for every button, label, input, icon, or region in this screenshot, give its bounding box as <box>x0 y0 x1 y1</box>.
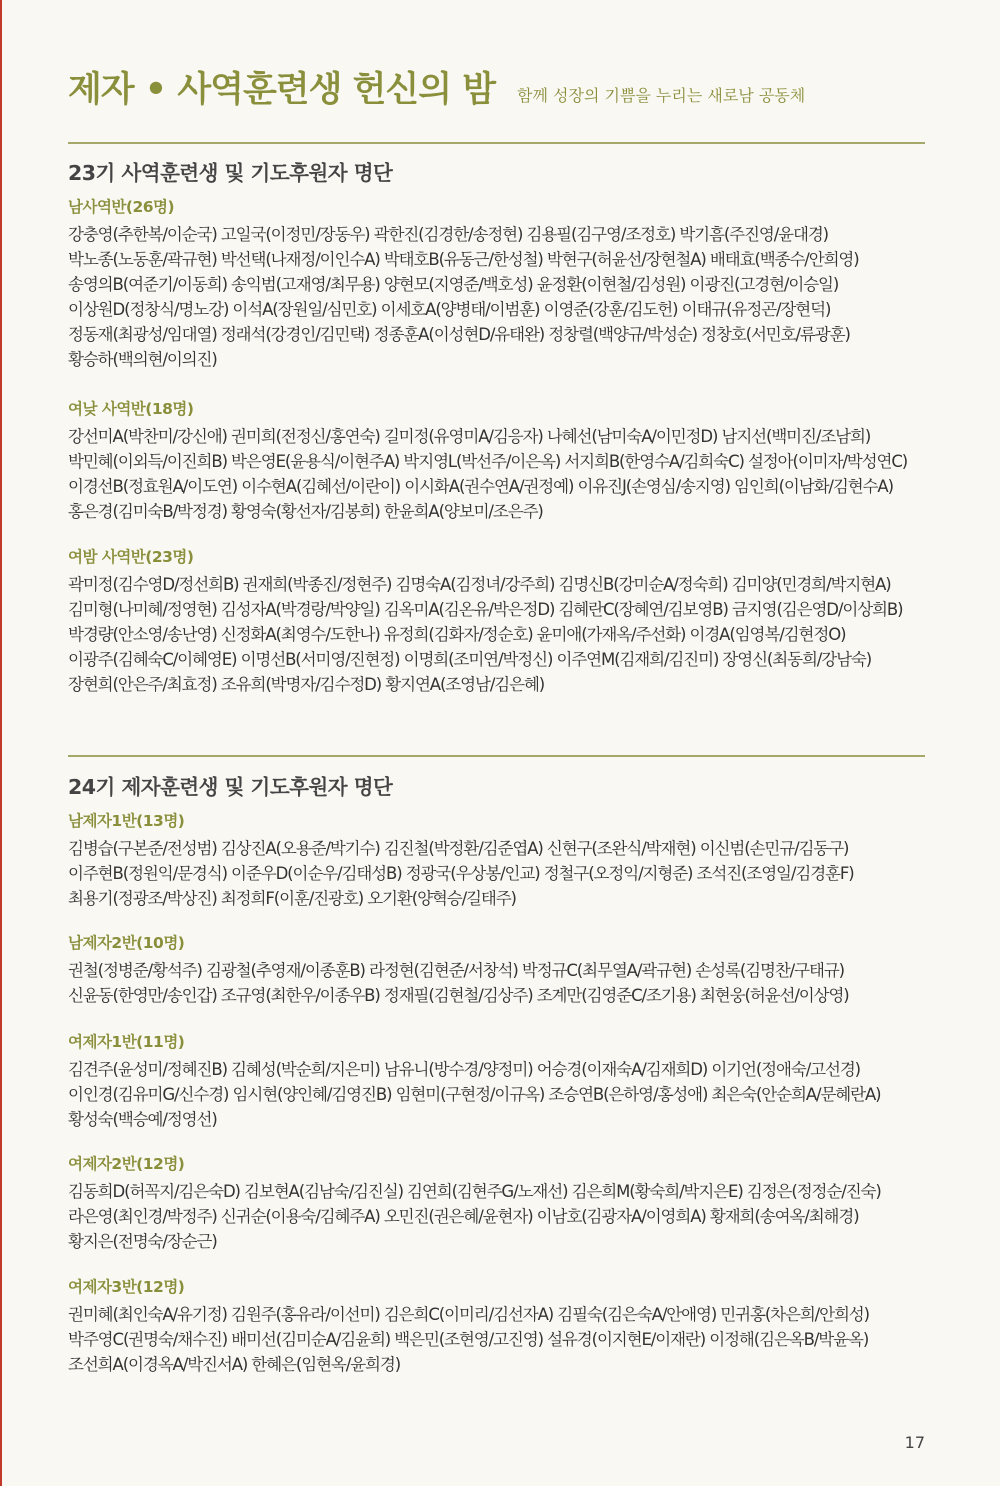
name-line: 황성숙(백승예/정영선) <box>68 1110 217 1129</box>
name-line: 박민혜(이외득/이진희B) 박은영E(윤용식/이현주A) 박지영L(박선주/이은옥) 서지희B(한영수A/김희숙C) 설정아(이미자/박성연C) <box>68 452 908 471</box>
name-list <box>68 572 925 697</box>
name-line: 이인경(김유미G/신수경) 임시현(양인혜/김영진B) 임현미(구현정/이규옥) 조승연B(은하영/홍성애) 최은숙(안순희A/문혜란A) <box>68 1085 881 1104</box>
page-edge-line <box>0 0 2 1486</box>
name-line: 박노종(노동훈/곽규현) 박선택(나재정/이인수A) 박태호B(유동근/한성철) 박현구(허윤선/장현철A) 배태효(백종수/안희영) <box>68 250 859 269</box>
section-divider <box>68 755 925 757</box>
group-title: 여밤 사역반(23명) <box>68 548 194 566</box>
name-list <box>68 424 925 524</box>
page-subtitle: 함께 성장의 기쁨을 누리는 새로남 공동체 <box>517 86 806 105</box>
group-title: 여낮 사역반(18명) <box>68 400 194 418</box>
group-male-ministry <box>68 196 925 372</box>
name-list <box>68 222 925 372</box>
name-line: 황지은(전명숙/장순근) <box>68 1232 217 1251</box>
group-title: 여제자3반(12명) <box>68 1278 185 1296</box>
name-line: 강선미A(박찬미/강신애) 권미희(전정신/홍연숙) 길미정(유영미A/김응자) 나혜선(남미숙A/이민정D) 남지선(백미진/조남희) <box>68 427 871 446</box>
name-list <box>68 836 925 911</box>
name-line: 권철(정병준/황석주) 김광철(추영재/이종훈B) 라정현(김현준/서창석) 박정규C(최무열A/곽규현) 손성록(김명찬/구태규) <box>68 961 844 980</box>
name-line: 황승하(백의현/이의진) <box>68 350 217 369</box>
section-title-24: 24기 제자훈련생 및 기도후원자 명단 <box>68 775 393 799</box>
group-title: 여제자2반(12명) <box>68 1155 185 1173</box>
group-female-disciple-2 <box>68 1153 925 1254</box>
name-line: 김미형(나미혜/정영현) 김성자A(박경랑/박양일) 김옥미A(김온유/박은정D) 김혜란C(장혜연/김보영B) 금지영(김은영D/이상희B) <box>68 600 903 619</box>
group-female-day-ministry <box>68 398 925 524</box>
group-title: 남제자2반(10명) <box>68 934 185 952</box>
name-list <box>68 1302 925 1377</box>
group-female-night-ministry <box>68 546 925 697</box>
group-title: 남제자1반(13명) <box>68 812 185 830</box>
name-list <box>68 1057 925 1132</box>
name-line: 홍은경(김미숙B/박정경) 황영숙(황선자/김봉희) 한윤희A(양보미/조은주) <box>68 502 543 521</box>
name-list <box>68 958 925 1008</box>
name-list <box>68 1179 925 1254</box>
group-title: 여제자1반(11명) <box>68 1033 185 1051</box>
name-line: 조선희A(이경옥A/박진서A) 한혜은(임현옥/윤희경) <box>68 1355 401 1374</box>
name-line: 김병습(구본준/전성범) 김상진A(오용준/박기수) 김진철(박정환/김준엽A) 신현구(조완식/박재현) 이신범(손민규/김동구) <box>68 839 849 858</box>
name-line: 박경량(안소영/송난영) 신정화A(최영수/도한나) 유정희(김화자/정순호) 윤미애(가재옥/주선화) 이경A(임영복/김현정O) <box>68 625 846 644</box>
name-line: 이주현B(정원익/문경식) 이준우D(이순우/김태성B) 정광국(우상봉/인교) 정철구(오정익/지형준) 조석진(조영일/김경훈F) <box>68 864 854 883</box>
page-title: 제자 • 사역훈련생 헌신의 밤 <box>68 70 496 110</box>
name-line: 송영의B(여준기/이동희) 송익범(고재영/최무용) 양현모(지영준/백호성) 윤정환(이현철/김성원) 이광진(고경현/이승일) <box>68 275 839 294</box>
group-title: 남사역반(26명) <box>68 198 175 216</box>
page-header <box>68 62 925 112</box>
group-female-disciple-1 <box>68 1031 925 1132</box>
name-line: 정동재(최광성/임대열) 정래석(강경인/김민택) 정종훈A(이성현D/유태완) 정창렬(백양규/박성순) 정창호(서민호/류광훈) <box>68 325 850 344</box>
name-line: 장현희(안은주/최효정) 조유희(박명자/김수정D) 황지연A(조영남/김은혜) <box>68 675 545 694</box>
name-line: 김견주(윤성미/정혜진B) 김혜성(박순희/지은미) 남유니(방수경/양정미) 어승경(이재숙A/김재희D) 이기언(정애숙/고선경) <box>68 1060 861 1079</box>
section-title-23: 23기 사역훈련생 및 기도후원자 명단 <box>68 161 393 185</box>
name-line: 곽미정(김수영D/정선희B) 권재희(박종진/정현주) 김명숙A(김정녀/강주희) 김명신B(강미순A/정숙희) 김미양(민경희/박지현A) <box>68 575 891 594</box>
name-line: 라은영(최인경/박정주) 신귀순(이용숙/김혜주A) 오민진(권은혜/윤현자) 이남호(김광자A/이영희A) 황재희(송여옥/최해경) <box>68 1207 859 1226</box>
section-divider <box>68 142 925 144</box>
name-line: 이경선B(정효원A/이도연) 이수현A(김혜선/이란이) 이시화A(권수연A/권정예) 이유진J(손영심/송지영) 임인희(이남화/김현수A) <box>68 477 893 496</box>
name-line: 권미혜(최인숙A/유기정) 김원주(홍유라/이선미) 김은희C(이미리/김선자A) 김필숙(김은숙A/안애영) 민귀홍(차은희/안희성) <box>68 1305 869 1324</box>
group-male-disciple-1 <box>68 810 925 911</box>
group-female-disciple-3 <box>68 1276 925 1377</box>
name-line: 신윤동(한영만/송인갑) 조규영(최한우/이종우B) 정재필(김현철/김상주) 조계만(김영준C/조기용) 최현웅(허윤선/이상영) <box>68 986 849 1005</box>
name-line: 박주영C(권명숙/채수진) 배미선(김미순A/김윤희) 백은민(조현영/고진영) 설유경(이지현E/이재란) 이정해(김은옥B/박윤옥) <box>68 1330 869 1349</box>
group-male-disciple-2 <box>68 932 925 1008</box>
page-number: 17 <box>904 1433 925 1452</box>
name-line: 이상원D(정창식/명노강) 이석A(장원일/심민호) 이세호A(양병태/이범훈) 이영준(강훈/김도헌) 이태규(유정곤/장현덕) <box>68 300 831 319</box>
name-line: 김동희D(허꼭지/김은숙D) 김보현A(김남숙/김진실) 김연희(김현주G/노재선) 김은희M(황숙희/박지은E) 김정은(정정순/진숙) <box>68 1182 881 1201</box>
name-line: 이광주(김혜숙C/이혜영E) 이명선B(서미영/진현정) 이명희(조미연/박정신) 이주연M(김재희/김진미) 장영신(최동희/강남숙) <box>68 650 872 669</box>
name-line: 강충영(추한복/이순국) 고일국(이정민/장동우) 곽한진(김경한/송정현) 김용필(김구영/조정호) 박기흠(주진영/윤대경) <box>68 225 829 244</box>
name-line: 최용기(정광조/박상진) 최정희F(이훈/진광호) 오기환(양혁승/길태주) <box>68 889 516 908</box>
